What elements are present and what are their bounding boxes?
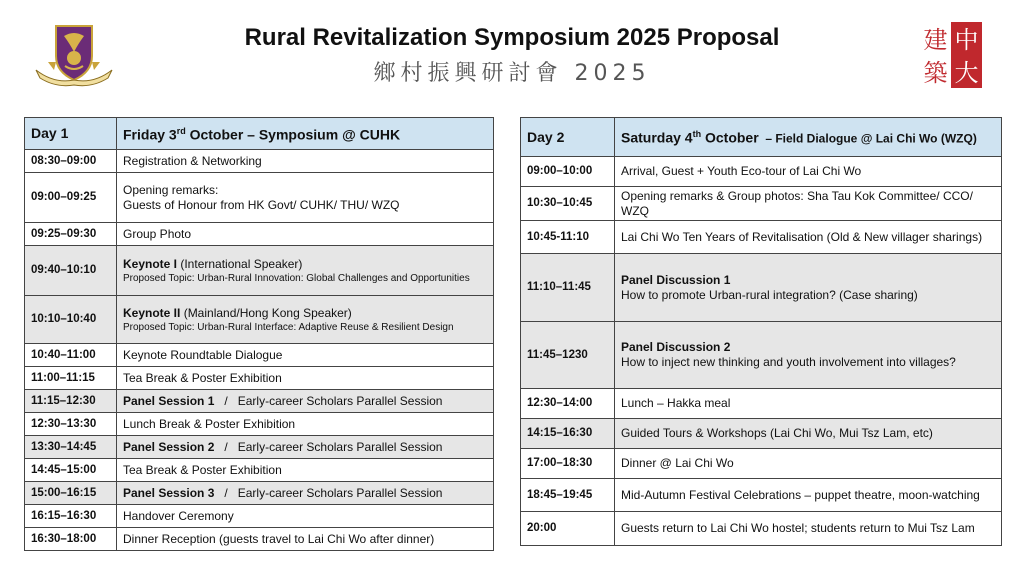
row-time: 15:00–16:15 (25, 482, 117, 505)
row-time: 10:45-11:10 (521, 221, 615, 254)
row-text: Dinner @ Lai Chi Wo (615, 449, 1002, 479)
row-text: Dinner Reception (guests travel to Lai Chi Wo after dinner) (117, 528, 494, 551)
table-row (521, 512, 1002, 546)
logo-char-4: 大 (954, 59, 979, 87)
row-time: 10:30–10:45 (521, 187, 615, 221)
row-text: Panel Session 2 / Early-career Scholars Parallel Session (117, 436, 494, 459)
table-row (521, 449, 1002, 479)
table-row (521, 419, 1002, 449)
row-time: 12:30–14:00 (521, 389, 615, 419)
row-time: 17:00–18:30 (521, 449, 615, 479)
row-time: 10:10–10:40 (25, 296, 117, 344)
row-text: Tea Break & Poster Exhibition (117, 367, 494, 390)
day1-schedule-table (24, 117, 494, 551)
table-row (25, 223, 494, 246)
row-time: 14:45–15:00 (25, 459, 117, 482)
row-time: 09:25–09:30 (25, 223, 117, 246)
row-time: 20:00 (521, 512, 615, 546)
row-text: Panel Session 1 / Early-career Scholars Parallel Session (117, 390, 494, 413)
table-row (25, 459, 494, 482)
page-subtitle: 鄉村振興研討會 2025 (373, 61, 651, 86)
row-text: Opening remarks & Group photos: Sha Tau Kok Committee/ CCO/ WZQ (615, 187, 1002, 221)
table-row (521, 187, 1002, 221)
row-text: Opening remarks: Guests of Honour from HK Govt/ CUHK/ THU/ WZQ (117, 173, 494, 223)
day2-header-row (521, 118, 1002, 157)
day2-heading: Saturday 4th October – Field Dialogue @ Lai Chi Wo (WZQ) (615, 118, 1002, 157)
table-row (521, 322, 1002, 389)
row-text: Lai Chi Wo Ten Years of Revitalisation (Old & New villager sharings) (615, 221, 1002, 254)
logo-char-2: 中 (954, 26, 979, 54)
row-time: 10:40–11:00 (25, 344, 117, 367)
row-text: Group Photo (117, 223, 494, 246)
row-text: Arrival, Guest + Youth Eco-tour of Lai Chi Wo (615, 157, 1002, 187)
row-time: 09:40–10:10 (25, 246, 117, 296)
day1-heading: Friday 3rd October – Symposium @ CUHK (117, 118, 494, 150)
row-text: Panel Discussion 1 How to promote Urban-rural integration? (Case sharing) (615, 254, 1002, 322)
row-time: 13:30–14:45 (25, 436, 117, 459)
day2-label: Day 2 (521, 118, 615, 157)
day1-header-row (25, 118, 494, 150)
row-time: 16:15–16:30 (25, 505, 117, 528)
row-text: Panel Session 3 / Early-career Scholars Parallel Session (117, 482, 494, 505)
logo-char-1: 建 (923, 26, 948, 54)
table-row (25, 505, 494, 528)
table-row (25, 150, 494, 173)
row-time: 09:00–09:25 (25, 173, 117, 223)
row-time: 11:00–11:15 (25, 367, 117, 390)
table-row (25, 436, 494, 459)
table-row (25, 246, 494, 296)
row-time: 11:45–1230 (521, 322, 615, 389)
row-time: 09:00–10:00 (521, 157, 615, 187)
table-row (25, 173, 494, 223)
page-title: Rural Revitalization Symposium 2025 Proposal (244, 24, 780, 51)
row-text: Registration & Networking (117, 150, 494, 173)
row-time: 18:45–19:45 (521, 479, 615, 512)
row-time: 11:10–11:45 (521, 254, 615, 322)
row-time: 14:15–16:30 (521, 419, 615, 449)
row-text: Lunch Break & Poster Exhibition (117, 413, 494, 436)
table-row (25, 482, 494, 505)
table-row (521, 479, 1002, 512)
row-time: 16:30–18:00 (25, 528, 117, 551)
table-row (521, 389, 1002, 419)
row-text: Handover Ceremony (117, 505, 494, 528)
table-row (521, 157, 1002, 187)
logo-char-3: 築 (923, 59, 948, 87)
row-time: 12:30–13:30 (25, 413, 117, 436)
row-text: Lunch – Hakka meal (615, 389, 1002, 419)
row-text: Mid-Autumn Festival Celebrations – puppet theatre, moon-watching (615, 479, 1002, 512)
row-time: 11:15–12:30 (25, 390, 117, 413)
row-time: 08:30–09:00 (25, 150, 117, 173)
table-row (25, 390, 494, 413)
day2-schedule-table (520, 117, 1002, 546)
table-row (521, 221, 1002, 254)
row-text: Panel Discussion 2 How to inject new thinking and youth involvement into villages? (615, 322, 1002, 389)
row-text: Guided Tours & Workshops (Lai Chi Wo, Mui Tsz Lam, etc) (615, 419, 1002, 449)
row-text: Tea Break & Poster Exhibition (117, 459, 494, 482)
table-row (25, 344, 494, 367)
row-text: Guests return to Lai Chi Wo hostel; students return to Mui Tsz Lam (615, 512, 1002, 546)
table-row (25, 413, 494, 436)
table-row (25, 296, 494, 344)
day1-label: Day 1 (25, 118, 117, 150)
table-row (521, 254, 1002, 322)
row-text: Keynote I (International Speaker) Proposed Topic: Urban-Rural Innovation: Global Challenges and Opportunities (117, 246, 494, 296)
table-row (25, 367, 494, 390)
row-text: Keynote II (Mainland/Hong Kong Speaker) Proposed Topic: Urban-Rural Interface: Adaptive Reuse & Resilient Design (117, 296, 494, 344)
row-text: Keynote Roundtable Dialogue (117, 344, 494, 367)
table-row (25, 528, 494, 551)
